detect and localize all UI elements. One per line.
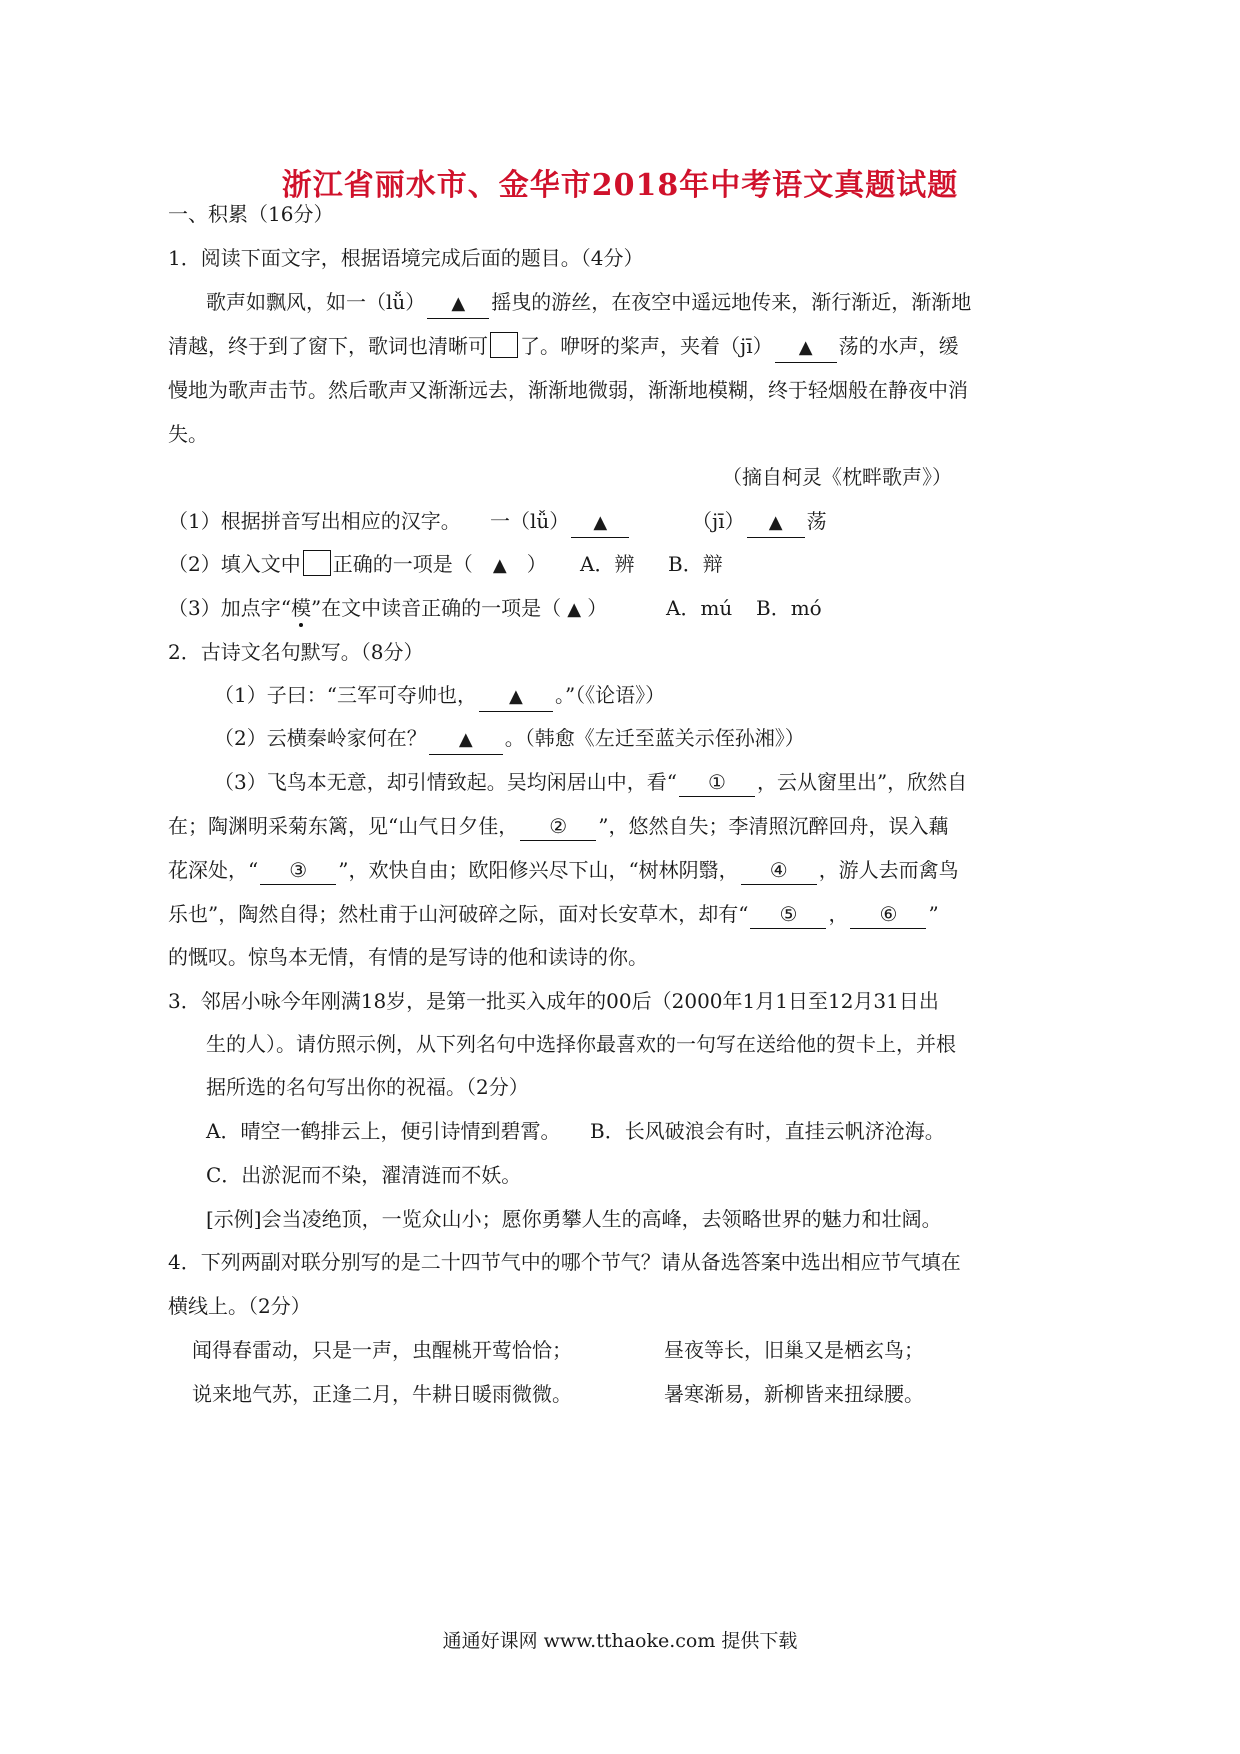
q2-stem: 2．古诗文名句默写。（8分）	[168, 640, 424, 664]
page-footer: 通通好课网 www.tthaoke.com 提供下载	[442, 1630, 798, 1652]
couplet-1-line-2: 说来地气苏，正逢二月，牛耕日暖雨微微。	[192, 1382, 572, 1406]
q1-passage-line-1: 歌声如飘风，如一（lǚ） ▲ 摇曳的游丝，在夜空中遥远地传来，渐行渐近，渐渐地	[206, 288, 971, 319]
answer-box	[490, 332, 518, 358]
q2-line-2: （2）云横秦岭家何在？ ▲ 。（韩愈《左迁至蓝关示侄孙湘》）	[214, 724, 805, 755]
q1-sub-1: （1）根据拼音写出相应的汉字。	[168, 509, 461, 533]
q1-passage-line-2: 清越，终于到了窗下，歌词也清晰可 了。咿呀的桨声，夹着（jī） ▲ 荡的水声，缓	[168, 332, 959, 363]
q1-sub-2: （2）填入文中 正确的一项是（ ▲ ）	[168, 552, 547, 576]
q1-sub-3: （3）加点字“模”在文中读音正确的一项是（ ▲ ）	[168, 596, 608, 620]
q1-sub-2-option-b: B．辩	[668, 552, 723, 576]
blank-lv: ▲	[427, 288, 489, 319]
q2-line-5: 花深处，“ ③ ”，欢快自由；欧阳修兴尽下山，“树林阴翳， ④ ，游人去而禽鸟	[168, 856, 959, 885]
answer-box-ref	[303, 550, 331, 576]
q3-line-1: 3．邻居小咏今年刚满18岁，是第一批买入成年的00后（2000年1月1日至12月31日出	[168, 989, 939, 1013]
q1-passage-line-4: 失。	[168, 422, 208, 446]
q1-sub-1-blank-2: （jī） ▲ 荡	[692, 507, 827, 538]
q3-line-2: 生的人）。请仿照示例，从下列名句中选择你最喜欢的一句写在送给他的贺卡上，并根	[206, 1032, 956, 1056]
q1-sub-3-option-a: A．mú	[666, 596, 733, 620]
q4-line-1: 4．下列两副对联分别写的是二十四节气中的哪个节气？请从备选答案中选出相应节气填在	[168, 1250, 961, 1274]
couplet-2-line-1: 昼夜等长，旧巢又是栖玄鸟；	[664, 1338, 924, 1362]
q1-sub-1-blanks: 一（lǚ） ▲	[490, 507, 631, 538]
q2-line-4: 在；陶渊明采菊东篱，见“山气日夕佳， ② ”，悠然自失；李清照沉醉回舟，误入藕	[168, 812, 948, 841]
page-title: 浙江省丽水市、金华市2018年中考语文真题试题	[281, 168, 959, 203]
q3-option-b: B．长风破浪会有时，直挂云帆济沧海。	[590, 1119, 945, 1143]
q3-option-a: A．晴空一鹤排云上，便引诗情到碧霄。	[206, 1119, 561, 1143]
q1-stem: 1．阅读下面文字，根据语境完成后面的题目。（4分）	[168, 246, 644, 270]
blank-ji: ▲	[775, 332, 837, 363]
q1-passage-line-3: 慢地为歌声击节。然后歌声又渐渐远去，渐渐地微弱，渐渐地模糊，终于轻烟般在静夜中消	[168, 378, 968, 402]
couplet-2-line-2: 暑寒渐易，新柳皆来扭绿腰。	[664, 1382, 924, 1406]
q1-sub-2-option-a: A．辨	[580, 552, 635, 576]
q2-line-7: 的慨叹。惊鸟本无情，有情的是写诗的他和读诗的你。	[168, 945, 648, 969]
q2-line-1: （1）子曰：“三军可夺帅也， ▲ 。”（《论语》）	[214, 681, 665, 712]
q3-option-c: C．出淤泥而不染，濯清涟而不妖。	[206, 1163, 522, 1187]
q2-line-3: （3）飞鸟本无意，却引情致起。吴均闲居山中，看“ ① ，云从窗里出”，欣然自	[214, 768, 967, 797]
q3-line-3: 据所选的名句写出你的祝福。（2分）	[206, 1075, 529, 1099]
q4-line-2: 横线上。（2分）	[168, 1294, 311, 1318]
couplet-1-line-1: 闻得春雷动，只是一声，虫醒桃开莺恰恰；	[192, 1338, 572, 1362]
q1-sub-3-option-b: B．mó	[756, 596, 822, 620]
q2-line-6: 乐也”，陶然自得；然杜甫于山河破碎之际，面对长安草木，却有“ ⑤ ， ⑥ ”	[168, 900, 939, 929]
q1-source: （摘自柯灵《枕畔歌声》）	[722, 465, 952, 489]
q3-example: [示例]会当凌绝顶，一览众山小；愿你勇攀人生的高峰，去领略世界的魅力和壮阔。	[206, 1207, 942, 1231]
section-heading: 一、积累（16分）	[168, 202, 334, 226]
